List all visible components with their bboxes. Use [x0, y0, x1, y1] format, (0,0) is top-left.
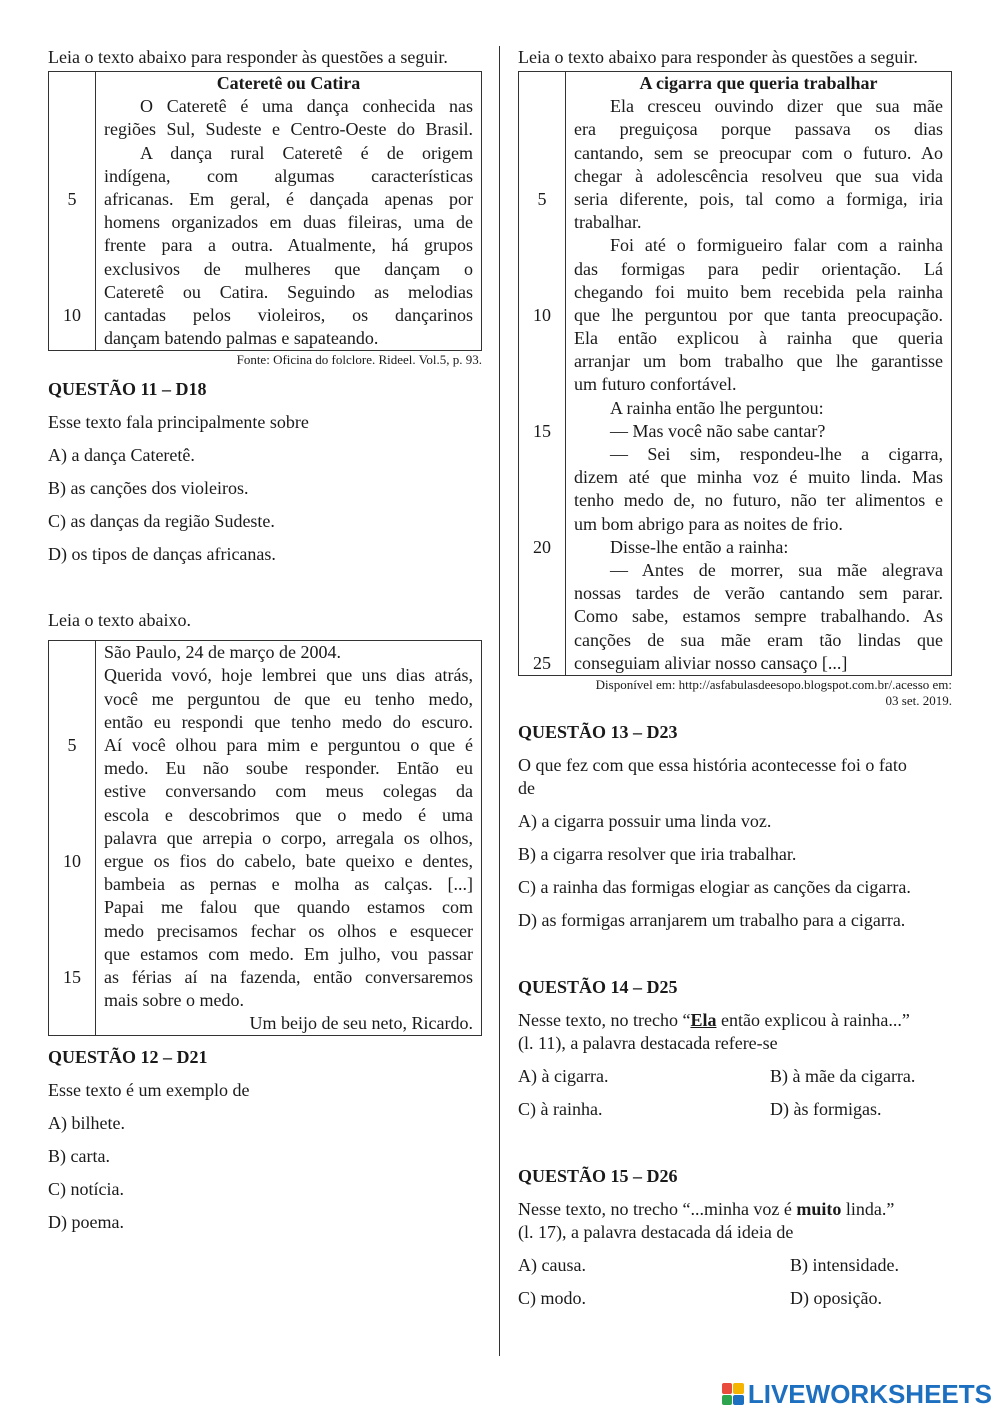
text-line: mais sobre o medo. — [104, 990, 244, 1011]
source-citation-date: 03 set. 2019. — [885, 692, 952, 708]
text-line: homens organizados em duas fileiras, uma de — [104, 212, 473, 233]
text-line: regiões Sul, Sudeste e Centro-Oeste do Brasil. — [104, 119, 473, 140]
option-d[interactable]: D) oposição. — [790, 1287, 882, 1308]
option-c[interactable]: C) modo. — [518, 1287, 587, 1308]
text-line: chegando foi muito bem recebida pela rainha — [574, 281, 943, 302]
question-stem-cont: (l. 17), a palavra destacada dá ideia de — [518, 1221, 794, 1242]
text-title: Cateretê ou Catira — [216, 73, 361, 93]
line-number: 25 — [533, 652, 551, 673]
text-line: — Antes de morrer, sua mãe alegrava — [610, 559, 943, 580]
text-line: Foi até o formigueiro falar com a rainha — [610, 235, 943, 256]
text-line: dançam batendo palmas e sapateando. — [104, 328, 379, 349]
text-signature: Um beijo de seu neto, Ricardo. — [249, 1013, 473, 1034]
text-line: que lhe perguntou por que tanta preocupação. — [574, 304, 943, 325]
instruction-text-3: Leia o texto abaixo para responder às questões a seguir. — [518, 47, 918, 67]
question-stem-cont: (l. 11), a palavra destacada refere-se — [518, 1032, 778, 1053]
question-stem — [518, 1198, 952, 1221]
option-a[interactable]: A) a dança Cateretê. — [48, 445, 195, 466]
text-line: canções de sua mãe eram tão lindas que — [574, 629, 943, 650]
text-body — [566, 72, 952, 676]
text-line: era preguiçosa porque passava os dias — [574, 119, 943, 140]
text-line: estive conversando com meus colegas da — [104, 781, 473, 802]
liveworksheets-logo — [722, 1377, 992, 1411]
highlighted-word: muito — [796, 1198, 842, 1219]
line-number: 15 — [533, 420, 551, 441]
text-line: — Mas você não sabe cantar? — [610, 420, 826, 441]
question-11 — [48, 378, 482, 566]
text-line: medo. Eu não soube responder. Então eu — [104, 758, 473, 779]
text-body — [96, 72, 482, 351]
text-line: Querida vovó, hoje lembrei que uns dias atrás, — [104, 665, 473, 686]
text-line: arranjar um bom trabalho que lhe garantisse — [574, 351, 943, 372]
option-c[interactable]: C) a rainha das formigas elogiar as canções da cigarra. — [518, 876, 911, 897]
text-line: conseguiam aliviar nosso cansaço [...] — [574, 652, 848, 673]
right-column — [518, 46, 952, 1310]
line-numbers — [49, 72, 96, 351]
question-title: QUESTÃO 14 – D25 — [518, 976, 678, 997]
option-d[interactable]: D) as formigas arranjarem um trabalho para a cigarra. — [518, 909, 906, 930]
logo-text: LIVEWORKSHEETS — [747, 1378, 992, 1409]
text-line: A rainha então lhe perguntou: — [610, 397, 824, 418]
line-number: 20 — [533, 536, 551, 557]
text-line: Disse-lhe então a rainha: — [610, 536, 789, 557]
text-line: cantadas pelos violeiros, os dançarinos — [104, 304, 473, 325]
option-a[interactable]: A) a cigarra possuir uma linda voz. — [518, 810, 772, 831]
option-d[interactable]: D) poema. — [48, 1212, 124, 1233]
option-c[interactable]: C) notícia. — [48, 1179, 124, 1200]
text-box-cigarra — [518, 71, 952, 676]
text-line: cantando, sem se preocupar com o futuro. Ao — [574, 142, 943, 163]
text-line: as férias aí na fazenda, então conversaremos — [104, 966, 473, 987]
text-line: — Sei sim, respondeu-lhe a cigarra, — [610, 444, 943, 464]
text-line: nossas tardes de verão cantando sem parar. — [574, 583, 943, 604]
text-line: dizem até que minha voz é muito linda. Mas — [574, 467, 943, 488]
line-number: 5 — [67, 735, 77, 755]
instruction-text-1: Leia o texto abaixo para responder às questões a seguir. — [48, 47, 448, 67]
question-stem: Esse texto fala principalmente sobre — [48, 412, 309, 433]
line-numbers — [519, 72, 566, 676]
text-line: O Cateretê é uma dança conhecida nas — [140, 96, 473, 117]
text-line: A dança rural Cateretê é de origem — [140, 142, 473, 163]
text-line: bambeia as pernas e molha as calças. [...] — [104, 874, 473, 895]
text-line: você me perguntou de que eu tenho medo, — [104, 688, 473, 709]
text-box-catere — [48, 71, 482, 351]
text-line: Aí você olhou para mim e perguntou o que é — [104, 735, 473, 755]
highlighted-word: Ela — [690, 1009, 717, 1030]
source-citation: Fonte: Oficina do folclore. Rideel. Vol.5, p. 93. — [236, 352, 482, 368]
option-b[interactable]: B) à mãe da cigarra. — [770, 1065, 916, 1086]
question-stem-cont: de — [518, 777, 535, 798]
text-line: chegar à adolescência resolveu que sua vida — [574, 165, 943, 186]
option-a[interactable]: A) causa. — [518, 1254, 586, 1275]
line-number: 5 — [537, 188, 547, 209]
option-d[interactable]: D) às formigas. — [770, 1098, 882, 1119]
text-line: Ela então explicou à rainha que queria — [574, 328, 943, 349]
logo-mark-icon — [722, 1383, 744, 1405]
text-line: um bom abrigo para as noites de frio. — [574, 513, 843, 534]
text-line: Papai me falou que quando estamos com — [104, 897, 473, 918]
instruction-text-2: Leia o texto abaixo. — [48, 610, 191, 631]
option-b[interactable]: B) a cigarra resolver que iria trabalhar. — [518, 843, 797, 864]
question-stem: O que fez com que essa história acontecesse foi o fato — [518, 754, 907, 775]
line-number: 10 — [63, 850, 81, 871]
text-line: indígena, com algumas características — [104, 165, 473, 186]
text-line: Ela cresceu ouvindo dizer que sua mãe — [610, 96, 943, 117]
option-a[interactable]: A) bilhete. — [48, 1113, 125, 1134]
question-title: QUESTÃO 11 – D18 — [48, 379, 207, 400]
question-15 — [518, 1165, 952, 1310]
stem-text: linda.” — [841, 1198, 895, 1219]
line-number: 10 — [533, 304, 551, 325]
question-stem — [518, 1009, 952, 1032]
text-line: que estamos com medo. Em julho, vou passar — [104, 943, 473, 964]
text-line: Cateretê ou Catira. Seguindo as melodias — [104, 281, 473, 302]
text-body — [96, 641, 482, 1036]
stem-text: então explicou à rainha...” — [716, 1009, 910, 1030]
question-stem: Esse texto é um exemplo de — [48, 1080, 250, 1101]
text-box-letter — [48, 640, 482, 1036]
option-a[interactable]: A) à cigarra. — [518, 1065, 609, 1086]
option-b[interactable]: B) as canções dos violeiros. — [48, 478, 249, 499]
option-c[interactable]: C) à rainha. — [518, 1098, 603, 1119]
column-divider — [499, 46, 500, 1356]
question-13 — [518, 721, 952, 932]
option-b[interactable]: B) intensidade. — [790, 1254, 899, 1275]
left-column — [48, 46, 482, 1234]
text-line: seria diferente, pois, tal como a formiga, iria — [574, 188, 943, 209]
text-line: tenho medo de, no futuro, não ter alimentos e — [574, 490, 943, 511]
text-line: então eu respondi que tenho medo do escuro. — [104, 711, 473, 732]
text-line: ergue os fios do cabelo, bate queixo e dentes, — [104, 850, 473, 871]
text-line: frente para a outra. Atualmente, há grupos — [104, 235, 473, 256]
option-d[interactable]: D) os tipos de danças africanas. — [48, 544, 276, 565]
text-line: São Paulo, 24 de março de 2004. — [104, 642, 341, 663]
text-line: das formigas para pedir orientação. Lá — [574, 258, 943, 279]
text-line: exclusivos de mulheres que dançam o — [104, 258, 473, 279]
line-number: 10 — [63, 304, 81, 325]
text-line: palavra que arrepia o corpo, arregala os olhos, — [104, 827, 473, 848]
text-line: medo precisamos fechar os olhos e esquecer — [104, 920, 473, 941]
line-number: 5 — [67, 188, 77, 209]
stem-text: Nesse texto, no trecho “...minha voz é — [518, 1198, 797, 1219]
stem-text: Nesse texto, no trecho “ — [518, 1009, 691, 1030]
text-title: A cigarra que queria trabalhar — [639, 73, 878, 93]
question-title: QUESTÃO 12 – D21 — [48, 1047, 208, 1068]
text-line: africanas. Em geral, é dançada apenas por — [104, 188, 473, 209]
text-line: Como sabe, estamos sempre trabalhando. As — [574, 606, 943, 627]
text-line: um futuro confortável. — [574, 374, 737, 395]
option-c[interactable]: C) as danças da região Sudeste. — [48, 511, 275, 532]
text-line: escola e descobrimos que o medo é uma — [104, 804, 473, 825]
question-12 — [48, 1046, 482, 1234]
line-number: 15 — [63, 966, 81, 987]
text-line: trabalhar. — [574, 212, 642, 233]
option-b[interactable]: B) carta. — [48, 1146, 110, 1167]
question-title: QUESTÃO 13 – D23 — [518, 721, 678, 742]
source-citation: Disponível em: http://asfabulasdeesopo.blogspot.com.br/.acesso em: — [595, 676, 952, 692]
line-numbers — [49, 641, 96, 1036]
question-14 — [518, 976, 952, 1121]
question-title: QUESTÃO 15 – D26 — [518, 1165, 678, 1186]
